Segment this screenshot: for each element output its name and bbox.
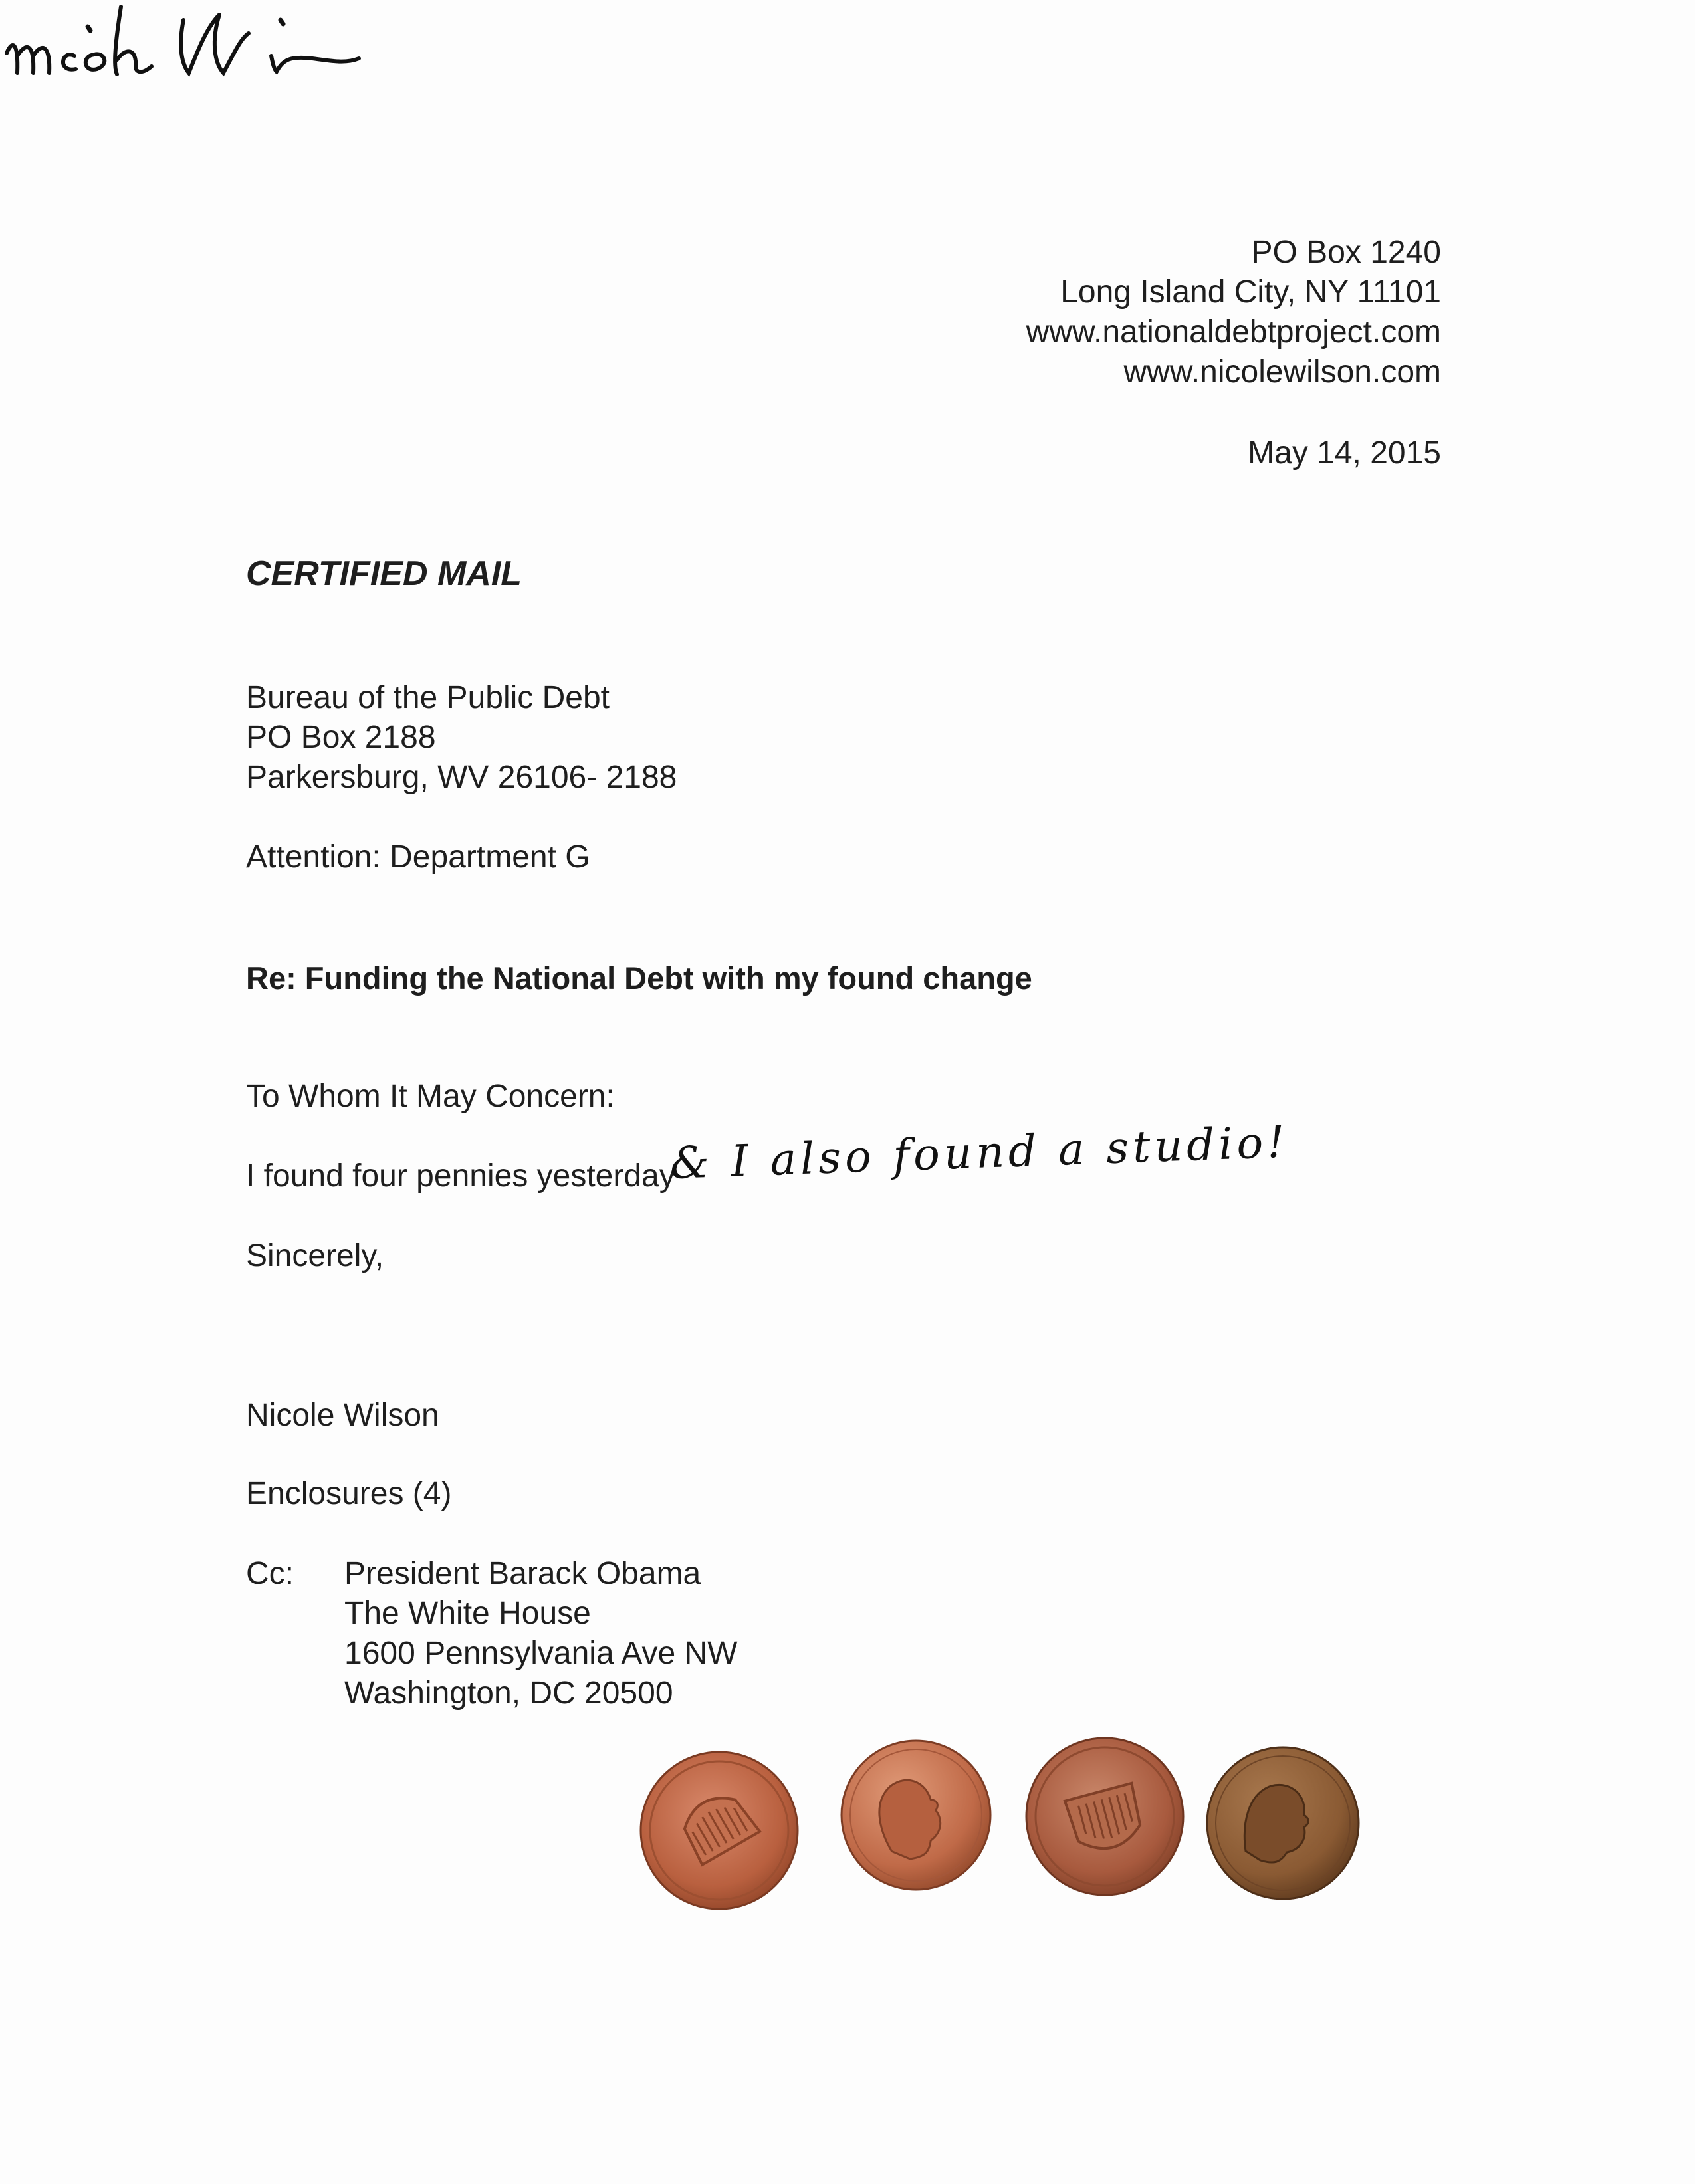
cc-recipient-building: The White House	[344, 1596, 591, 1631]
handwritten-note: & I also found a studio!	[669, 1116, 1290, 1189]
cc-address-block	[344, 1554, 737, 1713]
sender-website-personal: www.nicolewilson.com	[1123, 354, 1441, 389]
cc-recipient-street: 1600 Pennsylvania Ave NW	[344, 1636, 738, 1671]
sender-address-block	[1026, 233, 1441, 392]
recipient-city: Parkersburg, WV 26106- 2188	[246, 760, 677, 795]
certified-mail-heading: CERTIFIED MAIL	[246, 554, 522, 593]
attention-line: Attention: Department G	[246, 839, 590, 875]
cc-recipient-city: Washington, DC 20500	[344, 1676, 673, 1711]
body-text: I found four pennies yesterday	[246, 1158, 675, 1194]
enclosures-line: Enclosures (4)	[246, 1476, 452, 1511]
penny-1-reverse	[638, 1749, 800, 1911]
cc-label: Cc:	[246, 1556, 294, 1591]
sender-name: Nicole Wilson	[246, 1398, 439, 1433]
subject-line: Re: Funding the National Debt with my found change	[246, 960, 1032, 996]
recipient-address-block	[246, 678, 677, 798]
handwritten-signature	[0, 0, 372, 106]
sender-website-project: www.nationaldebtproject.com	[1026, 314, 1441, 350]
cc-recipient-name: President Barack Obama	[344, 1556, 701, 1591]
salutation: To Whom It May Concern:	[246, 1079, 615, 1114]
recipient-name: Bureau of the Public Debt	[246, 680, 610, 715]
penny-2-obverse	[839, 1738, 993, 1892]
closing: Sincerely,	[246, 1238, 384, 1273]
sender-po-box: PO Box 1240	[1251, 235, 1441, 270]
sender-city: Long Island City, NY 11101	[1060, 274, 1441, 310]
letter-date: May 14, 2015	[1248, 435, 1441, 471]
penny-3-reverse	[1024, 1735, 1186, 1898]
recipient-po-box: PO Box 2188	[246, 720, 436, 755]
penny-4-obverse	[1204, 1745, 1361, 1902]
